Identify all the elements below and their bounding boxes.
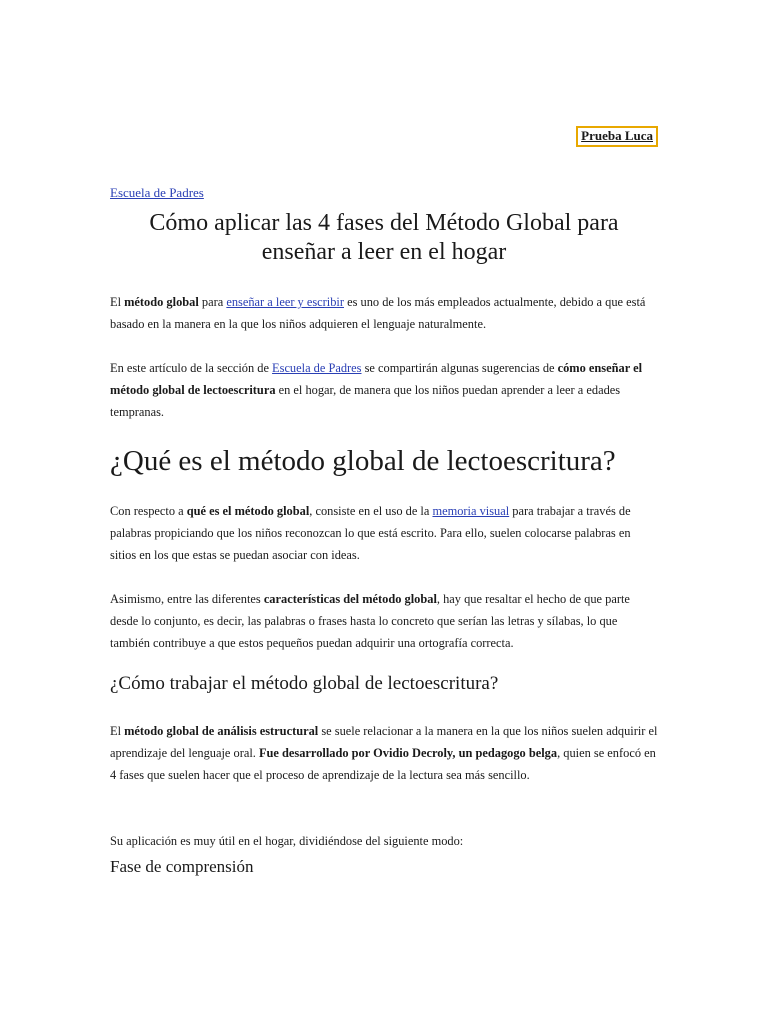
text-run: , hay que resaltar el hecho de que parte desde lo conjunto, es decir, las palabras o frases hasta lo concreto que serían las letras y sílabas, lo que también contribuye a que estos pequeños puedan adquirir una ortografía correcta.	[110, 592, 630, 650]
characteristics-paragraph	[110, 588, 658, 654]
text-run: Asimismo, entre las diferentes	[110, 592, 264, 606]
text-run: , quien se enfocó en 4 fases que suelen hacer que el proceso de aprendizaje de la lectura sea más sencillo.	[110, 746, 656, 782]
bold-text: método global de análisis estructural	[124, 724, 319, 738]
bold-text: Fue desarrollado por Ovidio Decroly, un pedagogo belga	[258, 746, 558, 760]
ensenar-leer-escribir-link[interactable]: enseñar a leer y escribir	[226, 295, 344, 309]
text-run: El	[110, 724, 125, 738]
subheading-fase-comprension: Fase de comprensión	[110, 857, 254, 876]
application-paragraph: Su aplicación es muy útil en el hogar, dividiéndose del siguiente modo:	[110, 834, 464, 848]
bold-text: método global	[124, 295, 199, 309]
section-paragraph	[110, 357, 658, 423]
text-run: Con respecto a	[110, 504, 187, 518]
text-run: para trabajar a través de palabras propiciando que los niños reconozcan lo que está escrito. Para ello, suelen colocarse palabras en sitios en los que estas se puedan asociar con ideas.	[110, 504, 631, 562]
bold-text: características del método global	[263, 592, 437, 606]
definition-paragraph	[110, 500, 658, 566]
escuela-padres-link[interactable]: Escuela de Padres	[272, 361, 362, 375]
text-run: se suele relacionar a la manera en la que los niños suelen adquirir el aprendizaje del lenguaje oral.	[110, 724, 658, 760]
text-run: es uno de los más empleados actualmente, debido a que está basado en la manera en la que los niños adquieren el lenguaje naturalmente.	[110, 295, 646, 331]
bold-text: qué es el método global	[186, 504, 310, 518]
section-heading-como-trabajar: ¿Cómo trabajar el método global de lectoescritura?	[110, 673, 499, 694]
memoria-visual-link[interactable]: memoria visual	[432, 504, 510, 518]
text-run: , consiste en el uso de la	[309, 504, 433, 518]
section-heading-que-es: ¿Qué es el método global de lectoescritura?	[110, 445, 616, 477]
text-run: para	[198, 295, 227, 309]
bold-text: cómo enseñar el método global de lectoescritura	[110, 361, 643, 397]
structural-paragraph	[110, 720, 658, 786]
text-run: se compartirán algunas sugerencias de	[361, 361, 558, 375]
text-run: En este artículo de la sección de	[110, 361, 273, 375]
article-title: Cómo aplicar las 4 fases del Método Global para enseñar a leer en el hogar	[149, 210, 619, 265]
text-run: en el hogar, de manera que los niños puedan aprender a leer a edades tempranas.	[110, 383, 621, 419]
text-run: El	[110, 295, 125, 309]
intro-paragraph	[110, 291, 658, 335]
prueba-luca-link[interactable]: Prueba Luca	[576, 126, 658, 147]
category-link[interactable]: Escuela de Padres	[110, 185, 204, 200]
